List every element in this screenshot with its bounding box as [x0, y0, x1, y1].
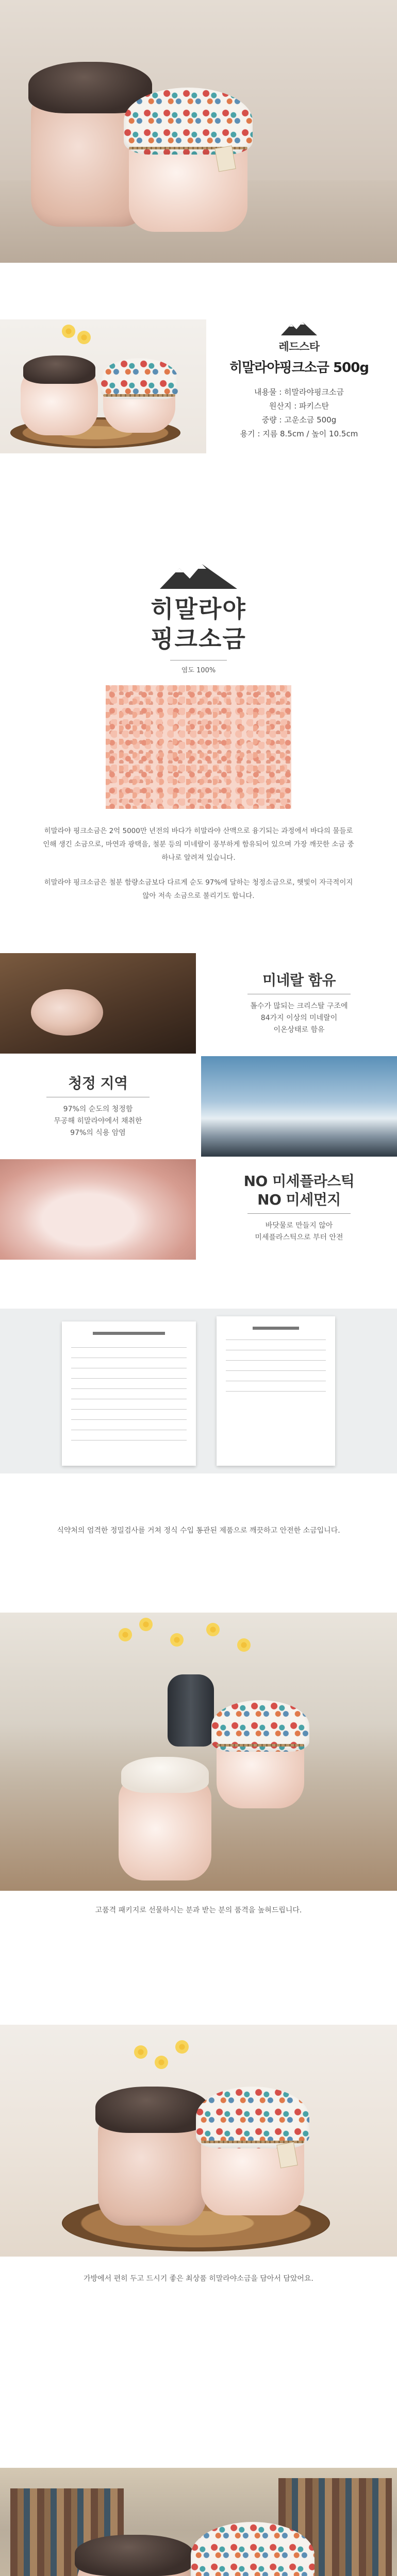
feature-desc: 무공해 히말라야에서 채취한: [54, 1117, 142, 1125]
product-summary-photo: [0, 319, 206, 453]
intro-text: [41, 824, 356, 903]
spec-item: 내용물 : 히말라야핑크소금: [254, 387, 344, 397]
lifestyle-caption: 가방에서 편히 두고 드시기 좋은 최상품 히말라야소금을 담아서 담았어요.: [84, 2275, 313, 2283]
feature-mineral: [201, 971, 397, 1036]
feature-clean-region: [0, 1074, 196, 1139]
certificate-document: [217, 1316, 335, 1466]
lifestyle-photo-table: [0, 1613, 397, 1891]
feature-desc: 미세플라스틱으로 부터 안전: [255, 1233, 343, 1242]
feature-desc: 바닷물로 만들지 않아: [265, 1222, 333, 1230]
product-summary: [211, 322, 387, 441]
product-title: 히말라야핑크소금 500g: [229, 360, 369, 376]
certificate-caption: 식약처의 엄격한 정밀검사를 거쳐 정식 수입 통관된 제품으로 깨끗하고 안전한 소금입니다.: [57, 1527, 340, 1535]
feature-title: NO 미세먼지: [257, 1191, 341, 1208]
divider: [247, 1213, 351, 1214]
feature-desc: 97%의 식용 암염: [70, 1129, 126, 1137]
mountain-logo-icon: [160, 564, 237, 589]
lifestyle-photo-shelf: [0, 2468, 397, 2576]
feature-desc: 톨수가 많되는 크리스탈 구조에: [250, 1002, 348, 1010]
feature-title: 청정 지역: [68, 1075, 128, 1092]
logo-subtitle: 염도 100%: [181, 667, 216, 674]
lifestyle-caption: 고품격 패키지로 선물하시는 분과 받는 분의 품격을 높혀드립니다.: [95, 1906, 302, 1914]
mountain-logo-icon: [281, 322, 317, 335]
feature-desc: 이온상태로 함유: [273, 1026, 325, 1034]
title-logo-block: [0, 564, 397, 674]
feature-photo-mountain: [201, 1056, 397, 1157]
spec-item: 용기 : 지름 8.5cm / 높이 10.5cm: [240, 429, 358, 438]
feature-title: 미네랄 함유: [262, 972, 336, 989]
intro-paragraph: 히말라야 핑크소금은 철분 함량소금보다 다르게 순도 97%에 달하는 청정소금으로, 햇빛이 자극적이지 않아 저속 소금으로 불리기도 합니다.: [44, 878, 353, 900]
feature-no-microplastic: [201, 1172, 397, 1244]
lifestyle-photo-wood: [0, 2025, 397, 2257]
intro-paragraph: 히말라야 핑크소금은 2억 5000만 년전의 바다가 히말라야 산맥으로 융기되는 과정에서 바다의 물들로 인해 생긴 소금으로, 마연과 광택을, 철분 등의 미네랄이 풍부하게 함유되어 있으며 가장 깨끗한 소금 중 하나로 알려져 있습니다.: [43, 827, 354, 862]
feature-photo-powder: [0, 1159, 196, 1260]
feature-desc: 97%의 순도의 청정함: [63, 1105, 133, 1113]
logo-title-line2: 핑크소금: [151, 625, 246, 653]
certificate-photo: [0, 1309, 397, 1473]
salt-closeup-photo: [106, 685, 291, 809]
feature-desc: 84가지 이상의 미네랄이: [260, 1014, 338, 1022]
hero-photo: [0, 0, 397, 263]
spec-item: 원산지 : 파키스탄: [269, 401, 329, 411]
feature-photo-scoop: [0, 953, 196, 1054]
logo-title-line1: 히말라야: [151, 595, 246, 623]
certificate-document: [62, 1321, 196, 1466]
brand-name: 레드스타: [278, 341, 320, 353]
feature-title: NO 미세플라스틱: [243, 1173, 355, 1190]
spec-list: [211, 385, 387, 441]
spec-item: 중량 : 고운소금 500g: [261, 415, 337, 425]
